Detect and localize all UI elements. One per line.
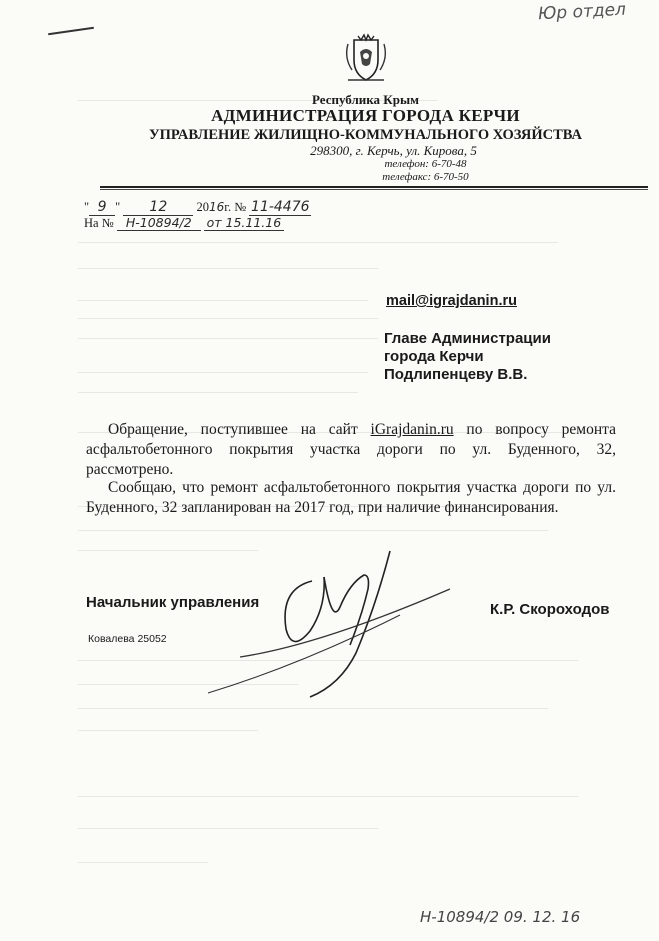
ref-number: Н-10894/2 [117,215,201,231]
p1-before: Обращение, поступившее на сайт [108,421,371,438]
fax-number: телефакс: 6-70-50 [382,171,469,183]
reg-number: 11-4476 [251,199,310,215]
reg-year-label: г. № [224,200,247,214]
body-paragraph-1 [86,420,616,480]
phone-number: телефон: 6-70-48 [384,158,467,170]
executor-name-phone: Ковалева 25052 [88,633,167,645]
ref-label: На № [84,216,114,230]
registration-date-number: " 9 " 12 2016г. № 11-4476 [84,199,310,215]
reg-year-suffix: 16 [208,200,225,214]
handwritten-note: Юр отдел [537,0,627,25]
administration-name: АДМИНИСТРАЦИЯ ГОРОДА КЕРЧИ [211,106,520,125]
reference-number [84,215,284,231]
signatory-title: Начальник управления [86,594,260,611]
pen-mark [48,27,94,35]
recipient-line-3: Подлипенцеву В.В. [384,366,528,383]
p1-after: по вопросу ремонта асфальтобетонного покрытия участка дороги по ул. Буденного, 32, рассмотрено. [86,421,616,478]
reg-year-prefix: 20 [196,200,209,214]
site-link[interactable]: iGrajdanin.ru [370,421,454,438]
header-divider [100,186,648,188]
department-name: УПРАВЛЕНИЕ ЖИЛИЩНО-КОММУНАЛЬНОГО ХОЗЯЙСТВА [149,127,582,143]
reg-month: 12 [123,199,193,216]
postal-address: 298300, г. Керчь, ул. Кирова, 5 [310,143,477,158]
handwritten-signature [200,545,460,705]
coat-of-arms-icon [338,30,394,86]
handwritten-footer-note: Н-10894/2 09. 12. 16 [420,908,581,926]
ref-date: от 15.11.16 [204,215,284,231]
body-paragraph-2: Сообщаю, что ремонт асфальтобетонного покрытия участка дороги по ул. Буденного, 32 запланирован на 2017 год, при наличие финансирования. [86,479,616,516]
recipient-email[interactable]: mail@igrajdanin.ru [386,293,517,309]
header-divider-thin [100,189,648,190]
signatory-name: К.Р. Скороходов [490,601,610,618]
recipient-line-1: Главе Администрации [384,330,551,347]
recipient-line-2: города Керчи [384,348,484,365]
region-name: Республика Крым [312,92,419,107]
reg-day: 9 [89,199,115,216]
